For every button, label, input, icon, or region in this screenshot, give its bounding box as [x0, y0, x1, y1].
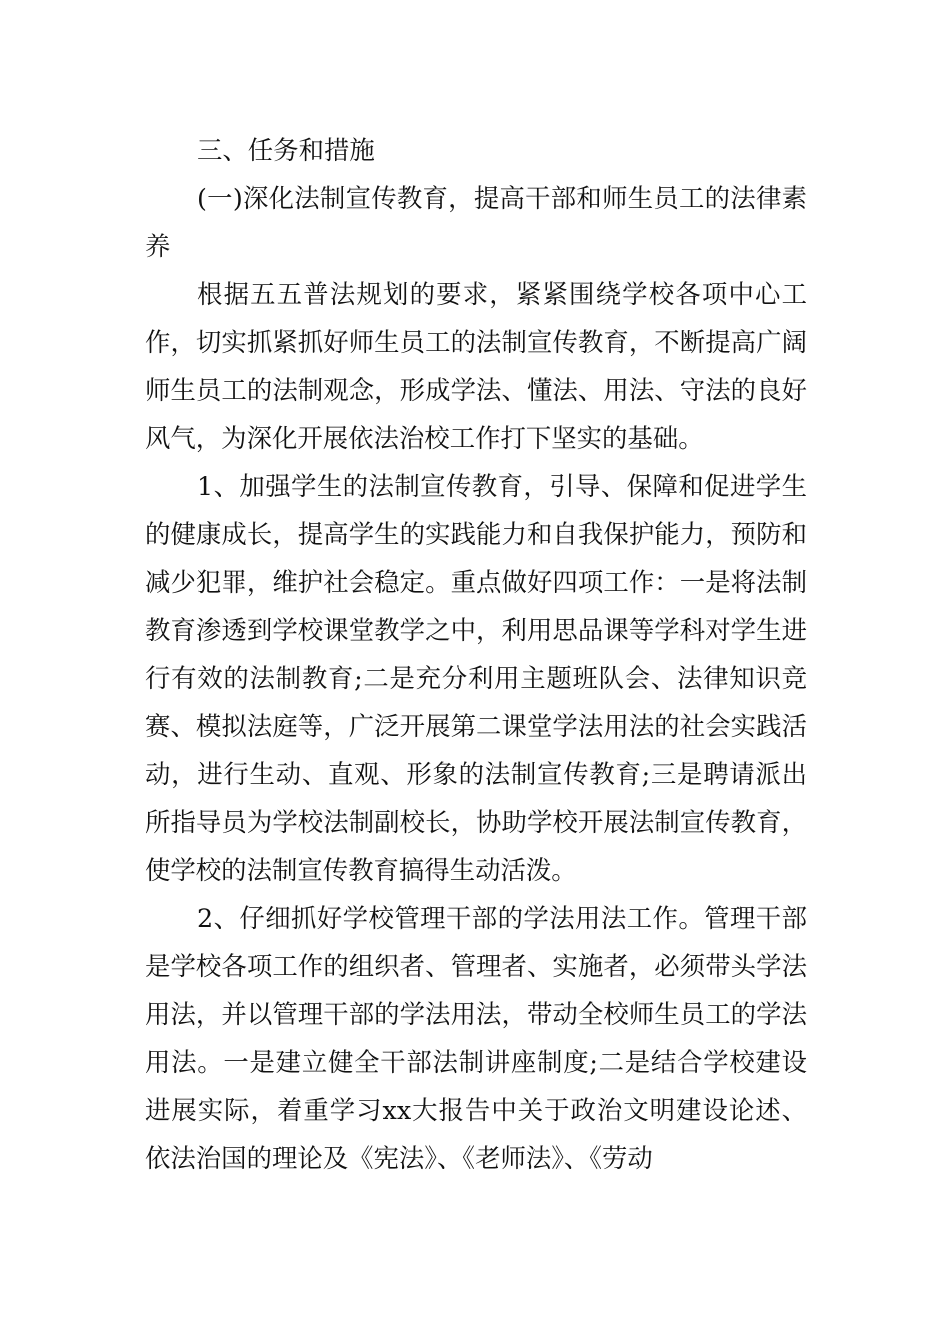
- document-body: [145, 126, 807, 1182]
- paragraph: 2、仔细抓好学校管理干部的学法用法工作。管理干部是学校各项工作的组织者、管理者、实施者，必须带头学法用法，并以管理干部的学法用法，带动全校师生员工的学法用法。一是建立健全干部法制讲座制度;二是结合学校建设进展实际，着重学习xx大报告中关于政治文明建设论述、依法治国的理论及《宪法》、《老师法》、《劳动: [145, 903, 807, 1173]
- paragraph: 1、加强学生的法制宣传教育，引导、保障和促进学生的健康成长，提高学生的实践能力和自我保护能力，预防和减少犯罪，维护社会稳定。重点做好四项工作：一是将法制教育渗透到学校课堂教学之中，利用思品课等学科对学生进行有效的法制教育;二是充分利用主题班队会、法律知识竞赛、模拟法庭等，广泛开展第二课堂学法用法的社会实践活动，进行生动、直观、形象的法制宣传教育;三是聘请派出所指导员为学校法制副校长，协助学校开展法制宣传教育，使学校的法制宣传教育搞得生动活泼。: [145, 471, 807, 885]
- paragraph: 根据五五普法规划的要求，紧紧围绕学校各项中心工作，切实抓紧抓好师生员工的法制宣传教育，不断提高广阔师生员工的法制观念，形成学法、懂法、用法、守法的良好风气，为深化开展依法治校工作打下坚实的基础。: [145, 279, 807, 453]
- subheading: (一)深化法制宣传教育，提高干部和师生员工的法律素养: [145, 183, 807, 261]
- section-heading: 三、任务和措施: [197, 135, 375, 165]
